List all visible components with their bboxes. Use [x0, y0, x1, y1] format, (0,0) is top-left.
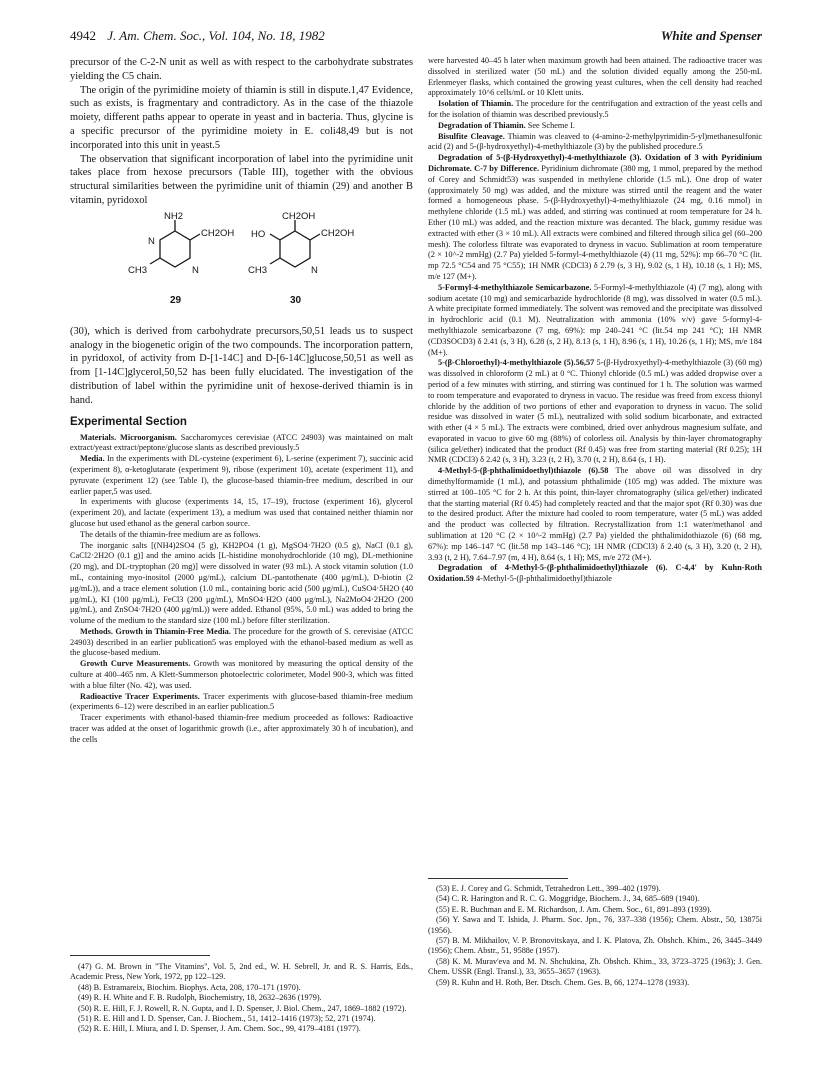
text-harvest: were harvested 40–45 h later when maximum growth had been attained. The radioactive tracer was dissolved in sterilized water (50 mL) and the solution divided equally among the 250-mL Erlenmeyer flasks, which contained the growing yeast cultures, when the cell density had reached approximately 10^6 cells/mL or 10 Klett units. — [428, 56, 762, 98]
s30-ho-label: HO — [251, 228, 266, 240]
text-growth-curve: Growth was monitored by measuring the optical density of the culture at 400–465 nm. A Klett-Summerson photoelectric colorimeter, Model 900-3, which was fitted with a blue filter (No. 42), was used. — [70, 659, 413, 690]
footnote-59: (59) R. Kuhn and H. Roth, Ber. Dtsch. Chem. Ges. B, 66, 1274–1278 (1933). — [436, 977, 690, 987]
text-kuhn-roth: 4-Methyl-5-(β-phthalimidoethyl)thiazole — [473, 574, 612, 584]
s29-ch2oh-label: CH2OH — [201, 227, 235, 239]
text-methods: The procedure for the growth of S. cerevisiae (ATCC 24903) described in an earlier publication5 was employed with the ethanol-based medium as well as the glucose-based medium. — [70, 626, 413, 658]
footnote-55: (55) E. R. Buchman and E. M. Richardson, J. Am. Chem. Soc., 61, 891–893 (1939). — [436, 904, 712, 914]
compound-number-30: 30 — [290, 294, 302, 306]
paragraph-pyrimidine-origin: The origin of the pyrimidine moiety of thiamin is still in dispute.1,47 Evidence, such as exists, is fragmentary and contradictory. As in the case of the thiazole moiety, different paths appear to operate in yeast and in bacteria. Thus, glycine is a specific precursor of the pyrimidine moiety in E. coli48,49 but is not incorporated into this unit in yeast.5 — [70, 84, 413, 151]
footnote-51: (51) R. E. Hill and I. D. Spenser, Can. J. Biochem., 51, 1412–1416 (1973); 52, 271 (1974). — [78, 1014, 376, 1024]
text-tracer-ethanol: Tracer experiments with ethanol-based thiamin-free medium proceeded as follows: Radioactive tracer was added at the onset of logarithmic growth (i.e., after approximately 30 h of incubation), and the cells — [70, 713, 413, 744]
left-column — [70, 56, 413, 746]
text-medium-details: The details of the thiamin-free medium are as follows. — [80, 529, 261, 539]
text-experiments-glucose: In experiments with glucose (experiments 14, 15, 17–19), fructose (experiment 16), glycerol (experiment 20), and lactate (experiment 13), a medium was used that contained neither thiamin nor glucose but used ethanol as the general carbon source. — [70, 497, 413, 528]
footnote-53: (53) E. J. Corey and G. Schmidt, Tetrahedron Lett., 399–402 (1979). — [436, 884, 661, 893]
subhead-media: Media. — [80, 454, 105, 464]
text-inorganic-salts: The inorganic salts [(NH4)2SO4 (5 g), KH2PO4 (1 g), MgSO4·7H2O (0.5 g), NaCl (0.1 g), CaCl2·2H2O (0.1 g)] and the amino acids [L-histidine monohydrochloride (10 mg), DL-methionine (20 mg), and DL-tryptophan (20 mg)] were dissolved in water (93 mL). A stock vitamin solution (1.0 mL, containing myo-inositol (2000 μg/mL), calcium DL-pantothenate (400 μg/mL), D-biotin (2 μg/mL)), and a trace element solution (1.0 mL, containing boric acid (500 μg/mL), CuSO4·5H2O (40 μg/mL), KI (100 μg/mL), FeCl3 (200 μg/mL), MnSO4·H2O (400 μg/mL), Na2MoO4·2H2O (200 μg/mL), and ZnSO4·7H2O (400 μg/mL)) were added. Ethanol (95%, 5.0 mL) was added to bring the volume of the medium to the standard size (100 mL) before filter sterilization. — [70, 540, 413, 626]
text-phthalimido: The above oil was dissolved in dry dimethylformamide (1 mL), and potassium phthalimide (105 mg) was added. The mixture was stirred at 100–105 °C for 2 h. At this point, thin-layer chromatography (silica gel/ether) indicated that the starting material (Rf 0.45) had completely reacted and that the major spot (Rf 0.30) was due to the desired product. After the mixture had cooled to room temperature, water (5 mL) was added and the product was collected by filtration. Recrystallization from 1:1 water/methanol and sublimation at 120 °C (2 × 10^-2 mmHg) (2.7 Pa) yielded the phthalimidothiazole (6) (68 mg, 67%): mp 146–147 °C (lit.58 mp 143–146 °C); 1H NMR (CDCl3) δ 2.40 (s, 3 H), 3.20 (t, 2 H), 3.93 (t, 2 H), 7.64–7.97 (m, 4 H), 8.64 (s, 1 H); MS, m/e 272 (M+). — [428, 466, 762, 562]
header-authors: White and Spenser — [660, 28, 762, 43]
footnote-rule-right — [428, 878, 568, 879]
chemical-structures — [70, 211, 413, 323]
s29-n2-label: N — [192, 264, 199, 276]
footnotes-right — [428, 884, 762, 988]
footnote-49: (49) R. H. White and F. B. Rudolph, Biochemistry, 18, 2632–2636 (1979). — [78, 993, 322, 1003]
subhead-materials: Materials. Microorganism. — [80, 432, 177, 442]
footnote-48: (48) B. Estramareix, Biochim. Biophys. Acta, 208, 170–171 (1970). — [78, 982, 301, 992]
s30-n-label: N — [311, 264, 318, 276]
s30-ch2oh-right-label: CH2OH — [321, 227, 355, 239]
paragraph-observation: The observation that significant incorporation of label into the pyrimidine unit takes place from hexose precursors (Table III), together with the obvious structural similarities between the pyrimidine unit of thiamin (29) and another B vitamin, pyridoxol — [70, 153, 413, 206]
text-bisulfite: Thiamin was cleaved to (4-amino-2-methylpyrimidin-5-yl)methanesulfonic acid (2) and 5-(β-hydroxyethyl)-4-methylthiazole (3) by the published procedure.5 — [428, 131, 762, 152]
text-materials: Saccharomyces cerevisiae (ATCC 24903) was maintained on malt extract/yeast extract/peptone/glucose slants as described previously.5 — [70, 432, 413, 453]
running-header — [70, 28, 762, 44]
section-heading-experimental: Experimental Section — [70, 415, 187, 428]
subhead-phthalimido: 4-Methyl-5-(β-phthalimidoethyl)thiazole (6).58 — [438, 466, 609, 476]
footnote-58: (58) K. M. Murav'eva and M. N. Shchukina, Zh. Obshch. Khim., 33, 3723–3725 (1963); J. Gen. Chem. USSR (Engl. Transl.), 33, 3655–3657 (1963). — [428, 956, 762, 977]
subhead-kuhn-roth: Degradation of 4-Methyl-5-(β-phthalimidoethyl)thiazole (6). C-4,4′ by Kuhn-Roth Oxidation.59 — [428, 563, 762, 584]
s29-nh2-label: NH2 — [164, 210, 184, 222]
paragraph-pyridoxol: (30), which is derived from carbohydrate precursors,50,51 leads us to suspect analogy in the biogenetic origin of the two compounds. The incorporation pattern, in pyridoxol, of activity from D-[1-14C] and D-[6-14C]glucose,50,51 as well as from [1-14C]glycerol,50,52 has been fully elucidated. The investigation of the distribution of label within the pyrimidine unit of hexose-derived thiamin is in hand. — [70, 325, 413, 406]
s29-ch3-label: CH3 — [128, 264, 148, 276]
text-semicarbazone: 5-Formyl-4-methylthiazole (4) (7 mg), along with sodium acetate (10 mg) and semicarbazide hydrochloride (8 mg), was dissolved in water (0.5 mL). A white precipitate formed immediately. The solvent was removed and the precipitate was dissolved in hydrochloric acid (0.1 M). Neutralization with ammonia (10% v/v) gave 5-formyl-4-methylthiazole semicarbazone (7 mg, 69%): mp 240–241 °C (lit.54 mp 241 °C); 1H NMR (CD3SOCD3) δ 2.41 (s, 3 H), 6.28 (s, 2 H), 8.13 (s, 1 H), 8.96 (s, 1 H), 10.26 (s, 1 H); MS, m/e 184 (M+). — [428, 282, 762, 357]
structure-30 — [248, 211, 354, 306]
footnote-47: (47) G. M. Brown in "The Vitamins", Vol. 5, 2nd ed., W. H. Sebrell, Jr. and R. S. Harris, Eds., Academic Press, New York, 1972, pp 122–129. — [70, 962, 413, 982]
footnote-57: (57) B. M. Mikhailov, V. P. Bronovitskaya, and I. K. Platova, Zh. Obshch. Khim., 26, 3445–3449 (1956); Chem. Abstr., 51, 9588e (1957). — [428, 936, 762, 956]
subhead-chloroethyl: 5-(β-Chloroethyl)-4-methylthiazole (5).56,57 — [438, 358, 595, 368]
subhead-degradation-thiamin: Degradation of Thiamin. — [438, 120, 526, 130]
compound-number-29: 29 — [170, 294, 182, 306]
footnote-50: (50) R. E. Hill, F. J. Rowell, R. N. Gupta, and I. D. Spenser, J. Biol. Chem., 247, 1869–1882 (1972). — [78, 1003, 407, 1013]
page-number: 4942 — [70, 28, 96, 43]
footnotes-left — [70, 962, 413, 1035]
footnote-56: (56) Y. Sawa and T. Ishida, J. Pharm. Soc. Jpn., 76, 337–338 (1956); Chem. Abstr., 50, 13875i (1956). — [428, 915, 762, 935]
right-column — [428, 56, 762, 585]
paragraph-c2n: precursor of the C-2-N unit as well as with respect to the carbohydrate substrates yielding the C5 chain. — [70, 57, 413, 82]
subhead-growth-curve: Growth Curve Measurements. — [80, 659, 191, 669]
subhead-bisulfite: Bisulfite Cleavage. — [438, 131, 505, 141]
text-degradation-thiamin: See Scheme I. — [525, 120, 575, 130]
footnote-52: (52) R. E. Hill, I. Miura, and I. D. Spenser, J. Am. Chem. Soc., 99, 4179–4181 (1977). — [78, 1024, 361, 1034]
text-media: In the experiments with DL-cysteine (experiment 6), L-serine (experiment 7), succinic acid (experiment 8), α-ketoglutarate (experiment 9), ribose (experiment 10), acetate (experiment 11), and pyruvate (experiment 12) (see Table I), the glucose-based thiamin-free medium, described in our earlier paper,5 was used. — [70, 454, 413, 496]
journal-citation: J. Am. Chem. Soc., Vol. 104, No. 18, 1982 — [107, 28, 325, 43]
footnote-54: (54) C. R. Harington and R. C. G. Moggridge, Biochem. J., 34, 685–689 (1940). — [436, 894, 700, 904]
header-left — [70, 28, 325, 44]
structures-figure — [70, 211, 413, 323]
subhead-oxidation: Degradation of 5-(β-Hydroxyethyl)-4-methylthiazole (3). Oxidation of 3 with Pyridinium Dichromate. C-7 by Difference. — [428, 153, 762, 173]
footnote-rule-left — [70, 955, 210, 956]
subhead-isolation: Isolation of Thiamin. — [438, 99, 514, 109]
text-oxidation: Pyridinium dichromate (380 mg, 1 mmol, prepared by the method of Corey and Schmidt53) was suspended in methylene chloride (1.5 mL). One drop of water (approximately 50 mg) was added, and the mixture was stirred until the reagent and the water formed a homogeneous phase. 5-(β-Hydroxyethyl)-4-methylthiazole (24 mg, 0.16 mmol) in methylene chloride (1.5 mL) was added, and stirring was continued at room temperature for 24 h. Ether (10 mL) was added, and the reaction mixture was decanted. The black, gummy residue was extracted with ether (3 × 10 mL). All extracts were combined and filtered through silica gel (60–200 mesh). The colorless filtrate was evaporated to dryness in vacuo. Sublimation at room temperature (2 × 10^-2 mmHg) (2.7 Pa) yielded 5-formyl-4-methylthiazole (4) (11 mg, 52%): mp 66–70 °C (lit. mp 72.5 °C54 and 75 °C55); 1H NMR (CDCl3) δ 2.79 (s, 3 H), 9.02 (s, 1 H), 10.18 (s, 1 H); MS, m/e 127 (M+). — [428, 163, 762, 281]
text-chloroethyl: 5-(β-Hydroxyethyl)-4-methylthiazole (3) (60 mg) was dissolved in chloroform (2 mL) at 0 °C. Thionyl chloride (0.5 mL) was added dropwise over a period of a few minutes with stirring, and stirring was continued for 1 h. The solution was warmed to room temperature and evaporated to dryness in vacuo. The residue was freed from excess thionyl chloride by the addition of two portions of ether and evaporation to dryness in vacuo. The solid residue was dissolved in water (5 mL), neutralized with solid sodium bicarbonate, and extracted with ether (4 × 5 mL). The extracts were combined, dried over anhydrous magnesium sulfate, and evaporated in vacuo to give 60 mg (88%) of colorless oil. Analysis by thin-layer chromatography (silica gel/ether) indicated that the product (Rf 0.45) was free from starting material (Rf 0.25); 1H NMR (CDCl3) δ 2.42 (s, 3 H), 3.23 (t, 2 H), 3.70 (t, 2 H), 8.64 (s, 1 H). — [428, 358, 762, 465]
s30-ch3-label: CH3 — [248, 264, 268, 276]
subhead-methods: Methods. Growth in Thiamin-Free Media. — [80, 626, 231, 636]
text-tracer: Tracer experiments with glucose-based thiamin-free medium (experiments 6–12) were described in an earlier publication.5 — [70, 691, 414, 712]
subhead-semicarbazone: 5-Formyl-4-methylthiazole Semicarbazone. — [438, 282, 592, 292]
text-isolation: The procedure for the centrifugation and extraction of the yeast cells and for the isolation of thiamin was described previously.5 — [428, 99, 762, 119]
subhead-tracer: Radioactive Tracer Experiments. — [80, 691, 200, 701]
structure-29 — [128, 211, 234, 306]
s29-n1-label: N — [148, 235, 155, 247]
s30-ch2oh-top-label: CH2OH — [282, 210, 316, 222]
